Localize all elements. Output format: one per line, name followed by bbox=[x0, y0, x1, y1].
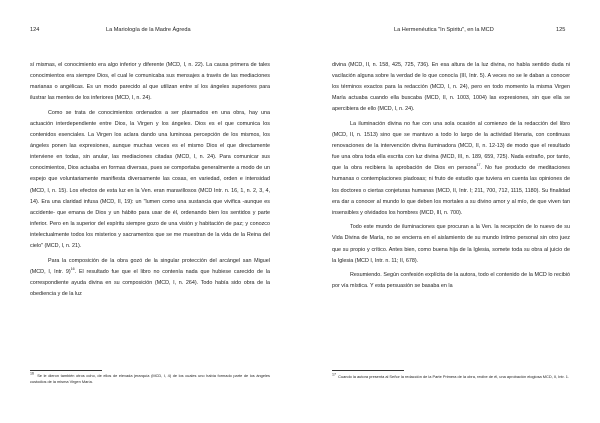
right-footnote-text: Cuando la autora presenta al Señor la redacción de la Parte Primera de la obra, recibe de él, una aprobación elogiosa MCD, II, Intr. 1. bbox=[338, 374, 569, 379]
left-footnote bbox=[30, 373, 270, 386]
left-footnote-text: Se le dieron también otros ocho, de ellos de elevada jerarquía (MCD, I, 4) de los cuales uno había formado parte de los ángeles custodios de la misma Virgen María. bbox=[30, 373, 270, 385]
right-page-number: 125 bbox=[556, 27, 566, 33]
right-paragraph-4: Resumiendo. Según confesión explícita de la autora, todo el contenido de la MCD lo recibió por vía mística. Y esta persuasión se basaba en la bbox=[332, 272, 570, 290]
footnote-marker-17: 17 bbox=[476, 163, 481, 168]
left-footnote-rule bbox=[30, 370, 102, 371]
left-page-number: 124 bbox=[30, 27, 40, 33]
right-body-text bbox=[332, 60, 570, 292]
left-paragraph-3 bbox=[30, 256, 270, 300]
right-paragraph-1: divina (MCD, II, n. 158, 425, 725, 736). En esa altura de la luz divina, no había sentido duda ni vacilación alguna sobre la verdad de lo que conocía (III, Intr. 5). A veces no se le daban a conocer los términos exactos para la redacción (MCD, I, n. 24), pero en todo momento la misma Virgen María actuaba cuando ella buscaba (MCD, II, n. 1003, 1004) las expresiones, sin que ella se apercibiera de ello (MCD, I, n. 24). bbox=[332, 62, 570, 113]
left-paragraph-1: sí mismas, el conocimiento era algo inferior y diferente (MCD, I, n. 22). La causa primera de tales conocimientos era siempre Dios, el cual le comunicaba sus mensajes a través de las mediaciones marianas o angélicas. Es un modo parecido al que utilizan entre sí los ángeles superiores para ilustrar las mentes de los inferiores (MCD, I, n. 24). bbox=[30, 62, 270, 102]
left-paragraph-3-start: Para la composición de la obra gozó de la singular protección del arcángel san Miguel (MCD, I, Intr. 9) bbox=[30, 257, 270, 275]
left-running-title: La Mariología de la Madre Ágreda bbox=[106, 27, 191, 33]
right-paragraph-2-start: La iluminación divina no fue con una sola ocasión al comienzo de la redacción del libro (MCD, II, n. 1513) sino que se mantuvo a todo lo largo de la actividad literaria, con continuas renovaciones de la intervención divina iluminadora (MCD, II, n. 12-13) de modo que el resultado fue una obra toda ella escrita con luz divina (MCD, III, n. 189, 659, 725). Nada extraño, por tanto, que la obra recibiera la aprobación de Dios en persona bbox=[332, 120, 570, 172]
footnote-number-17: 17 bbox=[332, 372, 336, 377]
right-paragraph-2 bbox=[332, 119, 570, 219]
left-paragraph-3-end: . El resultado fue que el libro no contenía nada que hubiese carecido de la correspondiente ayuda divina en su composición (MCD, I, n. 264). Todo había sido obra de la obediencia y de la luz bbox=[30, 268, 271, 297]
footnote-number-16: 16 bbox=[30, 371, 34, 376]
right-footnote-rule bbox=[332, 370, 404, 371]
right-paragraph-2-end: . No fue producto de meditaciones humanas o contemplaciones piadosas; ni fruto de estudio que tuviera en cuenta las opiniones de los doctores o ciertas conjeturas humanas (MCD, II, Intr. I; 211, 700, 712, 1115, 1180). Su finalidad era dar a conocer al mundo lo que deben los mortales a su divino amor y al mío, de que viven tan insensibles y olvidados los hombres (MCD, III, n. 700). bbox=[332, 165, 571, 216]
right-page bbox=[300, 0, 600, 423]
right-footnote bbox=[332, 374, 570, 380]
right-paragraph-3: Todo este mundo de iluminaciones que procuran a la Ven. la recepción de lo nuevo de su Vida Divina de María, no se encierra en el aislamiento de su mundo íntimo personal sin otro juez que su propio y crítico. Antes bien, como buena hija de la Iglesia, somete toda su obra al juicio de la Iglesia (MCD I, Intr. n. 11; II, 678). bbox=[332, 224, 570, 264]
right-running-title: La Hermenéutica "In Spiritu", en la MCD bbox=[394, 27, 494, 33]
footnote-marker-16: 16 bbox=[70, 266, 75, 271]
left-body-text bbox=[30, 60, 270, 300]
left-paragraph-2: Como se trata de conocimientos ordenados a ser plasmados en una obra, hay una actuación interdependiente entre Dios, la Virgen y los ángeles. Dios es el que comunica los contenidos esenciales. La Virgen los aclara dando una luminosa percepción de los mismos, los ángeles ponen las expresiones, aunque muchas veces es el mismo Dios el que directamente interviene en todas, sin anular, las mediaciones citadas (MCD, I, n. 24). Para comunicar sus conocimientos, Dios actuaba en formas diversas, pues se comportaba generalmente a modo de un espejo que voluntariamente manifiesta diversamente las cosas, en variedad, orden e intensidad (MCD, I, n. 15). Los efectos de esta luz en la Ven. eran maravillosos (MCD Intr. n. 16, 1, n. 2, 3, 4, 14). Era una claridad infusa (MCD, II, 19): un "lumen como una sustancia que vivifica -aunque es accidente- que emana de Dios y un hábito para usar de él, ordenando bien los sentidos y parte inferior. Pero en la superior del espíritu siempre gozo de una visión y habitación de paz; y conozco intelectualmente todos los misterios y sacramentos que se me muestran de la vida de la Reina del cielo" (MCD, I, n. 21). bbox=[30, 109, 270, 249]
